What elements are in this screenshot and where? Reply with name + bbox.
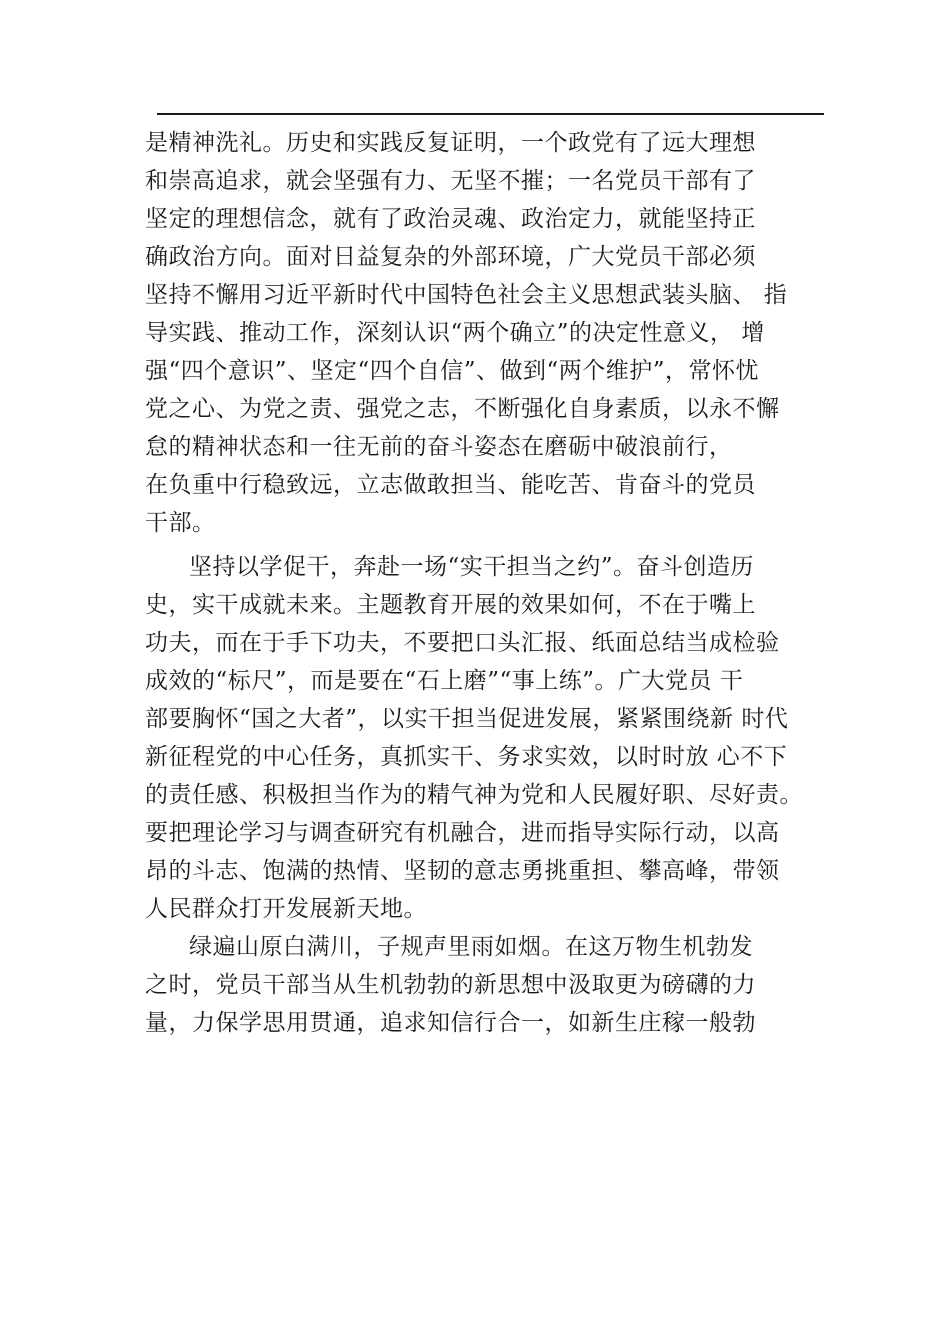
paragraph-3 bbox=[145, 928, 845, 1042]
header-rule bbox=[157, 113, 824, 115]
text-line: 坚持以学促干，奔赴一场“实干担当之约”。奋斗创造历 bbox=[189, 554, 755, 580]
text-line: 在负重中行稳致远，立志做敢担当、能吃苦、肯奋斗的党员 bbox=[145, 472, 756, 498]
text-line: 史，实干成就未来。主题教育开展的效果如何，不在于嘴上 bbox=[145, 592, 756, 618]
text-line: 人民群众打开发展新天地。 bbox=[145, 896, 427, 922]
text-line: 绿遍山原白满川，子规声里雨如烟。在这万物生机勃发 bbox=[189, 934, 753, 960]
text-line: 坚持不懈用习近平新时代中国特色社会主义思想武装头脑、 指 bbox=[145, 282, 788, 308]
text-line: 量，力保学思用贯通，追求知信行合一，如新生庄稼一般勃 bbox=[145, 1010, 756, 1036]
text-line: 怠的精神状态和一往无前的奋斗姿态在磨砺中破浪前行， bbox=[145, 434, 733, 460]
text-line: 党之心、为党之责、强党之志，不断强化自身素质，以永不懈 bbox=[145, 396, 780, 422]
text-line: 的责任感、积极担当作为的精气神为党和人民履好职、尽好责。 bbox=[145, 782, 803, 808]
text-line: 干部。 bbox=[145, 510, 216, 536]
text-line: 强“四个意识”、坚定“四个自信”、做到“两个维护”，常怀忧 bbox=[145, 358, 760, 384]
text-line: 功夫，而在于手下功夫，不要把口头汇报、纸面总结当成检验 bbox=[145, 630, 780, 656]
text-line: 要把理论学习与调查研究有机融合，进而指导实际行动，以高 bbox=[145, 820, 780, 846]
text-line: 确政治方向。面对日益复杂的外部环境，广大党员干部必须 bbox=[145, 244, 756, 270]
text-line: 成效的“标尺”，而是要在“石上磨”“事上练”。广大党员 干 bbox=[145, 668, 744, 694]
text-line: 部要胸怀“国之大者”，以实干担当促进发展，紧紧围绕新 时代 bbox=[145, 706, 789, 732]
text-line: 和崇高追求，就会坚强有力、无坚不摧；一名党员干部有了 bbox=[145, 168, 756, 194]
text-line: 坚定的理想信念，就有了政治灵魂、政治定力，就能坚持正 bbox=[145, 206, 756, 232]
text-line: 是精神洗礼。历史和实践反复证明，一个政党有了远大理想 bbox=[145, 130, 756, 156]
text-line: 新征程党的中心任务，真抓实干、务求实效，以时时放 心不下 bbox=[145, 744, 788, 770]
body-text bbox=[145, 124, 845, 1042]
text-line: 昂的斗志、饱满的热情、坚韧的意志勇挑重担、攀高峰，带领 bbox=[145, 858, 780, 884]
text-line: 之时，党员干部当从生机勃勃的新思想中汲取更为磅礴的力 bbox=[145, 972, 756, 998]
text-line: 导实践、推动工作，深刻认识“两个确立”的决定性意义， 增 bbox=[145, 320, 765, 346]
paragraph-1 bbox=[145, 124, 845, 542]
paragraph-2 bbox=[145, 548, 845, 928]
